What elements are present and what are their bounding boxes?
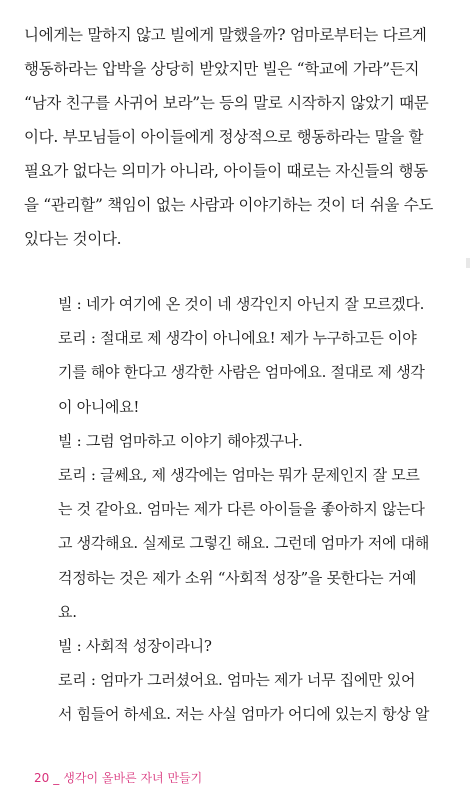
paragraph-line: 필요가 없다는 의미가 아니라, 아이들이 때로는 자신들의 행동 [24,162,428,180]
dialogue-block [58,287,450,731]
paragraph-line: 을 “관리할” 책임이 없는 사람과 이야기하는 것이 더 쉬울 수도 [24,196,434,214]
paragraph-line: 니에게는 말하지 않고 빌에게 말했을까? 엄마로부터는 다르게 [24,26,427,44]
dialogue-line: 는 것 같아요. 엄마는 제가 다른 아이들을 좋아하지 않는다 [58,500,425,519]
dialogue-line: 서 힘들어 하세요. 저는 사실 엄마가 어디에 있는지 항상 알 [58,705,430,724]
paragraph-line: 있다는 것이다. [24,230,122,248]
page-number: 20 [34,771,50,785]
dialogue-line: 걱정하는 것은 제가 소위 “사회적 성장”을 못한다는 거예 [58,568,417,587]
dialogue-line: 이 아니에요! [58,397,140,416]
dialogue-line: 로리 : 글쎄요, 제 생각에는 엄마는 뭐가 문제인지 잘 모르 [58,465,420,484]
dialogue-line: 빌 : 사회적 성장이라니? [58,636,212,655]
dialogue-line: 빌 : 그럼 엄마하고 이야기 해야겠구나. [58,431,303,450]
book-title: 생각이 올바른 자녀 만들기 [63,771,203,785]
body-paragraph [24,18,448,256]
edge-mark [466,258,470,268]
dialogue-line: 로리 : 엄마가 그러셨어요. 엄마는 제가 너무 집에만 있어 [58,671,416,690]
paragraph-line: 이다. 부모님들이 아이들에게 정상적으로 행동하라는 말을 할 [24,128,424,146]
paragraph-line: 행동하라는 압박을 상당히 받았지만 빌은 “학교에 가라”든지 [24,60,420,78]
page-footer [34,769,202,786]
dialogue-line: 요. [58,602,77,621]
paragraph-line: “남자 친구를 사귀어 보라”는 등의 말로 시작하지 않았기 때문 [24,94,429,112]
footer-separator: _ [53,771,60,785]
dialogue-line: 기를 해야 한다고 생각한 사람은 엄마에요. 절대로 제 생각 [58,363,425,382]
dialogue-line: 빌 : 네가 여기에 온 것이 네 생각인지 아닌지 잘 모르겠다. [58,295,425,313]
dialogue-line: 고 생각해요. 실제로 그렇긴 해요. 그런데 엄마가 저에 대해 [58,534,430,553]
dialogue-line: 로리 : 절대로 제 생각이 아니에요! 제가 누구하고든 이야 [58,329,417,348]
